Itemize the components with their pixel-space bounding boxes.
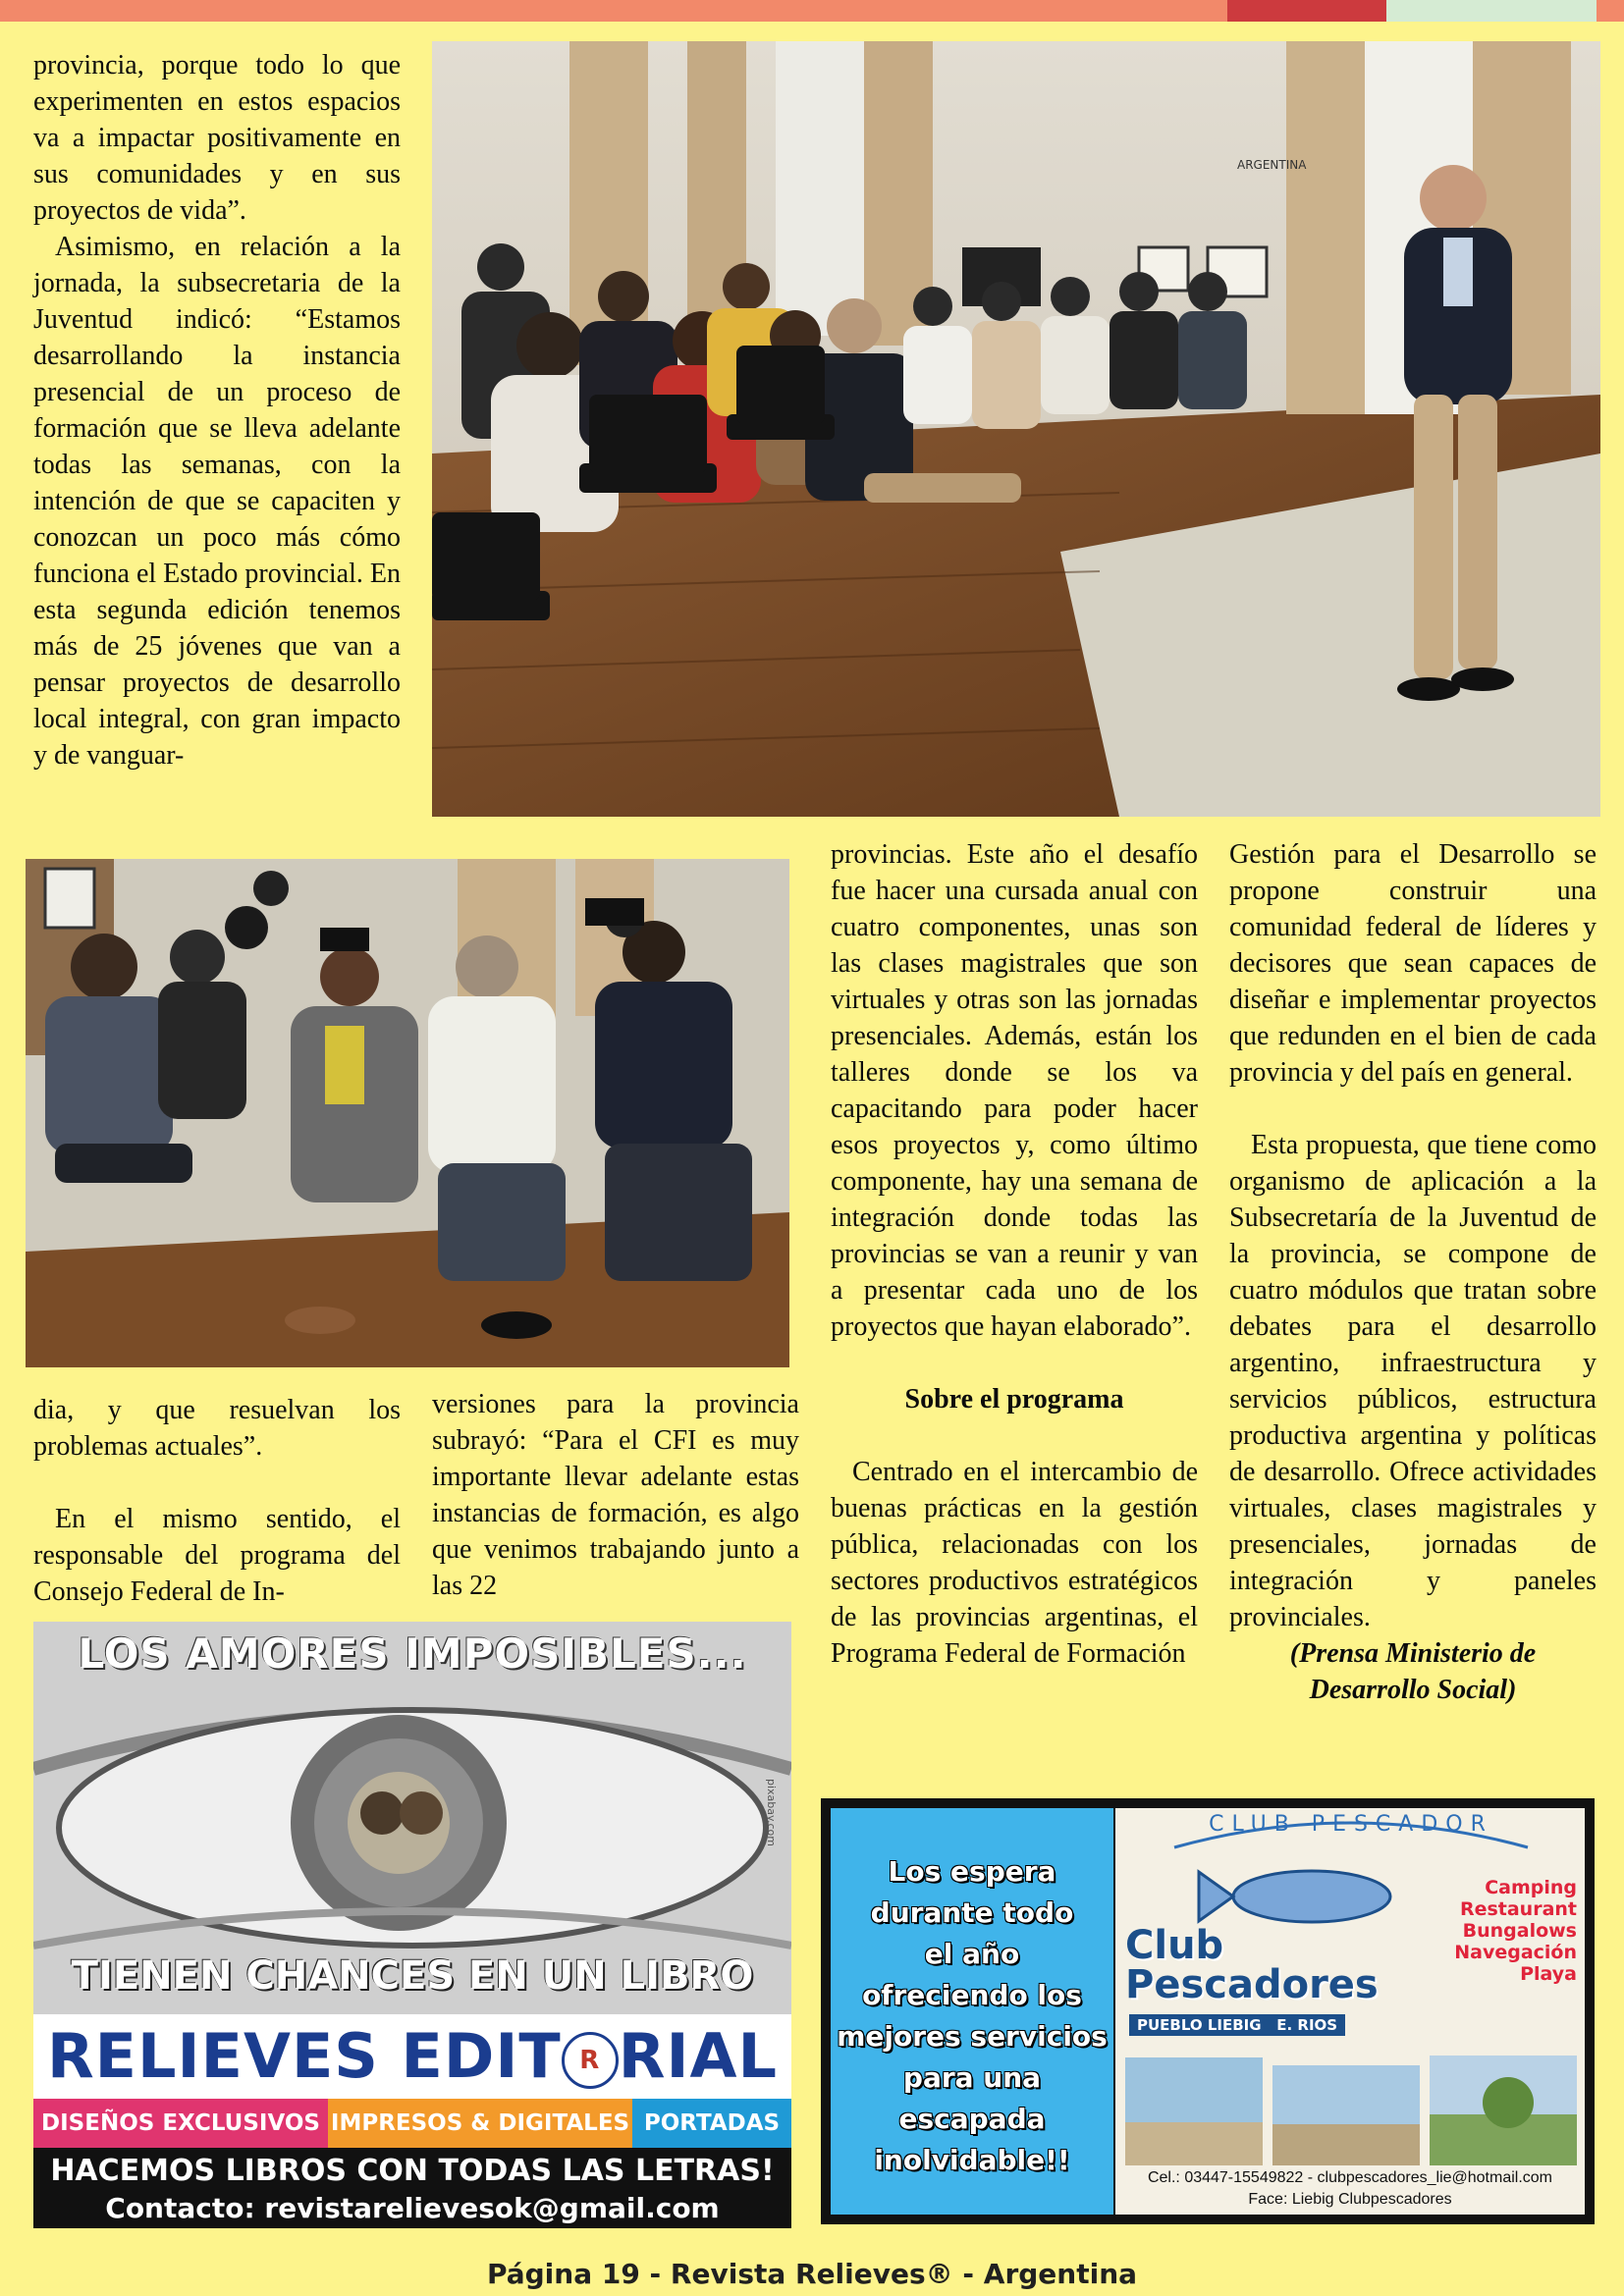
- service-item: Restaurant: [1459, 1898, 1577, 1920]
- brand-part-edit: EDIT: [401, 2020, 562, 2092]
- page-footer: Página 19 - Revista Relieves® - Argentina: [486, 2258, 1138, 2290]
- slogan-line: escapada: [898, 2103, 1046, 2135]
- bar-segment-red: [1227, 0, 1386, 22]
- article-paragraph: provincia, porque todo lo que experimenten en estos espacios va a impactar positivamente en sus comunidades y en sus proyectos de vida”.: [33, 50, 401, 226]
- ad-slogan: [831, 1851, 1113, 2181]
- slogan-line: ofreciendo los: [862, 1979, 1082, 2011]
- club-name-line1: Club: [1125, 1923, 1224, 1968]
- slogan-line: Los espera: [888, 1855, 1056, 1888]
- article-paragraph: En el mismo sentido, el responsable del programa del Consejo Federal de In-: [33, 1504, 401, 1607]
- ad-club-panel: [1115, 1808, 1585, 2215]
- ad-title: LOS AMORES IMPOSIBLES...: [78, 1629, 747, 1678]
- top-color-bar: [0, 0, 1624, 22]
- ad-club-pescadores[interactable]: [821, 1798, 1595, 2224]
- article-col3: [831, 836, 1198, 1672]
- fish-icon: [1115, 1808, 1585, 2215]
- photo-meeting-room: [432, 41, 1600, 817]
- brand-part-rial: RIAL: [618, 2020, 779, 2092]
- club-contact: [1115, 2167, 1585, 2211]
- section-subhead: Sobre el programa: [904, 1384, 1124, 1415]
- service-item: Playa: [1520, 1963, 1577, 1985]
- ad-tagline: TIENEN CHANCES EN UN LIBRO: [71, 1953, 754, 1999]
- ad-slogan-panel: [831, 1808, 1113, 2215]
- article-paragraph: Esta propuesta, que tiene como organismo de aplicación a la Subsecretaría de la Juventud de la provincia, se compone de cuatro módulos que tratan sobre debates para el desarrollo argentino, infraestructura y servicios públicos, estructura productiva argentina y políticas de desarrollo. Ofrece actividades virtuales, clases magistrales y presenciales, jornadas de integración y paneles provinciales.: [1229, 1130, 1597, 1632]
- club-name-line2: Pescadores: [1125, 1962, 1379, 2007]
- article-col2-bottom: [432, 1386, 799, 1604]
- bar-segment-mint: [1386, 0, 1597, 22]
- service-item: Camping: [1485, 1877, 1577, 1898]
- slogan-line: mejores servicios: [837, 2020, 1108, 2053]
- slogan-line: inolvidable!!: [874, 2144, 1070, 2176]
- club-phone-email[interactable]: Cel.: 03447-15549822 - clubpescadores_lie@hotmail.com: [1147, 2169, 1553, 2186]
- ad-footer: [33, 2148, 791, 2228]
- press-credit-line2: Desarrollo Social): [1309, 1675, 1517, 1705]
- service-item: Navegación: [1454, 1942, 1577, 1963]
- audience-illustration: [26, 859, 789, 1367]
- brand-name: [33, 2020, 791, 2092]
- service-item: Bungalows: [1462, 1920, 1577, 1942]
- slogan-line: durante todo: [870, 1896, 1074, 1929]
- press-credit-line1: (Prensa Ministerio de: [1289, 1638, 1537, 1669]
- article-paragraph: versiones para la provincia subrayó: “Para el CFI es muy importante llevar adelante estas instancias de formación, es algo que venimos trabajando junto a las 22: [432, 1389, 799, 1601]
- article-col1-top: [33, 47, 401, 774]
- bar-segment-salmon: [0, 0, 1227, 22]
- article-paragraph: dia, y que resuelvan los problemas actuales”.: [33, 1395, 401, 1462]
- wall-sign-text: ARGENTINA: [1237, 158, 1307, 172]
- brand-logo-icon: R: [562, 2032, 619, 2089]
- image-credit: pixabay.com: [765, 1779, 778, 1846]
- meeting-room-illustration: [432, 41, 1600, 817]
- article-col4: [1229, 836, 1597, 1708]
- slogan-line: para una: [902, 2061, 1042, 2094]
- bar-segment-salmon-end: [1597, 0, 1624, 22]
- club-arch-text: CLUB PESCADOR: [1209, 1812, 1493, 1837]
- article-paragraph: Centrado en el intercambio de buenas prácticas en la gestión pública, relacionadas con los sectores productivos estratégicos de las provincias argentinas, el Programa Federal de Formación: [831, 1457, 1198, 1669]
- article-paragraph: Asimismo, en relación a la jornada, la subsecretaria de la Juventud indicó: “Estamos desarrollando la instancia presencial de un proceso de formación que se lleva adelante todas las semanas, con la intención de que se capaciten y conozcan un poco más cómo funciona el Estado provincial. En esta segunda edición tenemos más de 25 jóvenes que van a pensar proyectos de desarrollo local integral, con gran impacto y de vanguar-: [33, 232, 401, 771]
- club-location: PUEBLO LIEBIG E. RIOS: [1129, 2014, 1345, 2036]
- slogan-line: el año: [924, 1938, 1020, 1970]
- club-services-list: [1454, 1877, 1577, 1985]
- service-strip-disenos: DISEÑOS EXCLUSIVOS: [33, 2099, 328, 2148]
- article-col1-bottom: [33, 1392, 401, 1610]
- article-paragraph: Gestión para el Desarrollo se propone construir una comunidad federal de líderes y decisores que sean capaces de diseñar e implementar proyectos que redunden en el bien de cada provincia y del país en general.: [1229, 839, 1597, 1088]
- club-name: [1125, 1923, 1379, 2007]
- photo-audience-cameras: [26, 859, 789, 1367]
- ad-slogan: HACEMOS LIBROS CON TODAS LAS LETRAS!: [50, 2154, 775, 2188]
- brand-banner: [33, 2014, 791, 2099]
- brand-part-relieves: RELIEVES: [46, 2020, 379, 2092]
- article-paragraph: provincias. Este año el desafío fue hacer una cursada anual con cuatro componentes, unas son las clases magistrales que son virtuales y otras son las jornadas presenciales. Además, están los talleres donde se los va capacitando para poder hacer esos proyectos y, como último componente, hay una semana de integración donde todas las provincias se van a reunir y van a presentar cada uno de los proyectos que hayan elaborado”.: [831, 839, 1198, 1342]
- club-facebook[interactable]: Face: Liebig Clubpescadores: [1248, 2191, 1452, 2208]
- service-strip-portadas: PORTADAS: [632, 2099, 791, 2148]
- ad-contact-email[interactable]: Contacto: revistarelievesok@gmail.com: [105, 2192, 720, 2224]
- service-strip-impresos: IMPRESOS & DIGITALES: [328, 2099, 632, 2148]
- ad-relieves-editorial[interactable]: [33, 1622, 791, 2228]
